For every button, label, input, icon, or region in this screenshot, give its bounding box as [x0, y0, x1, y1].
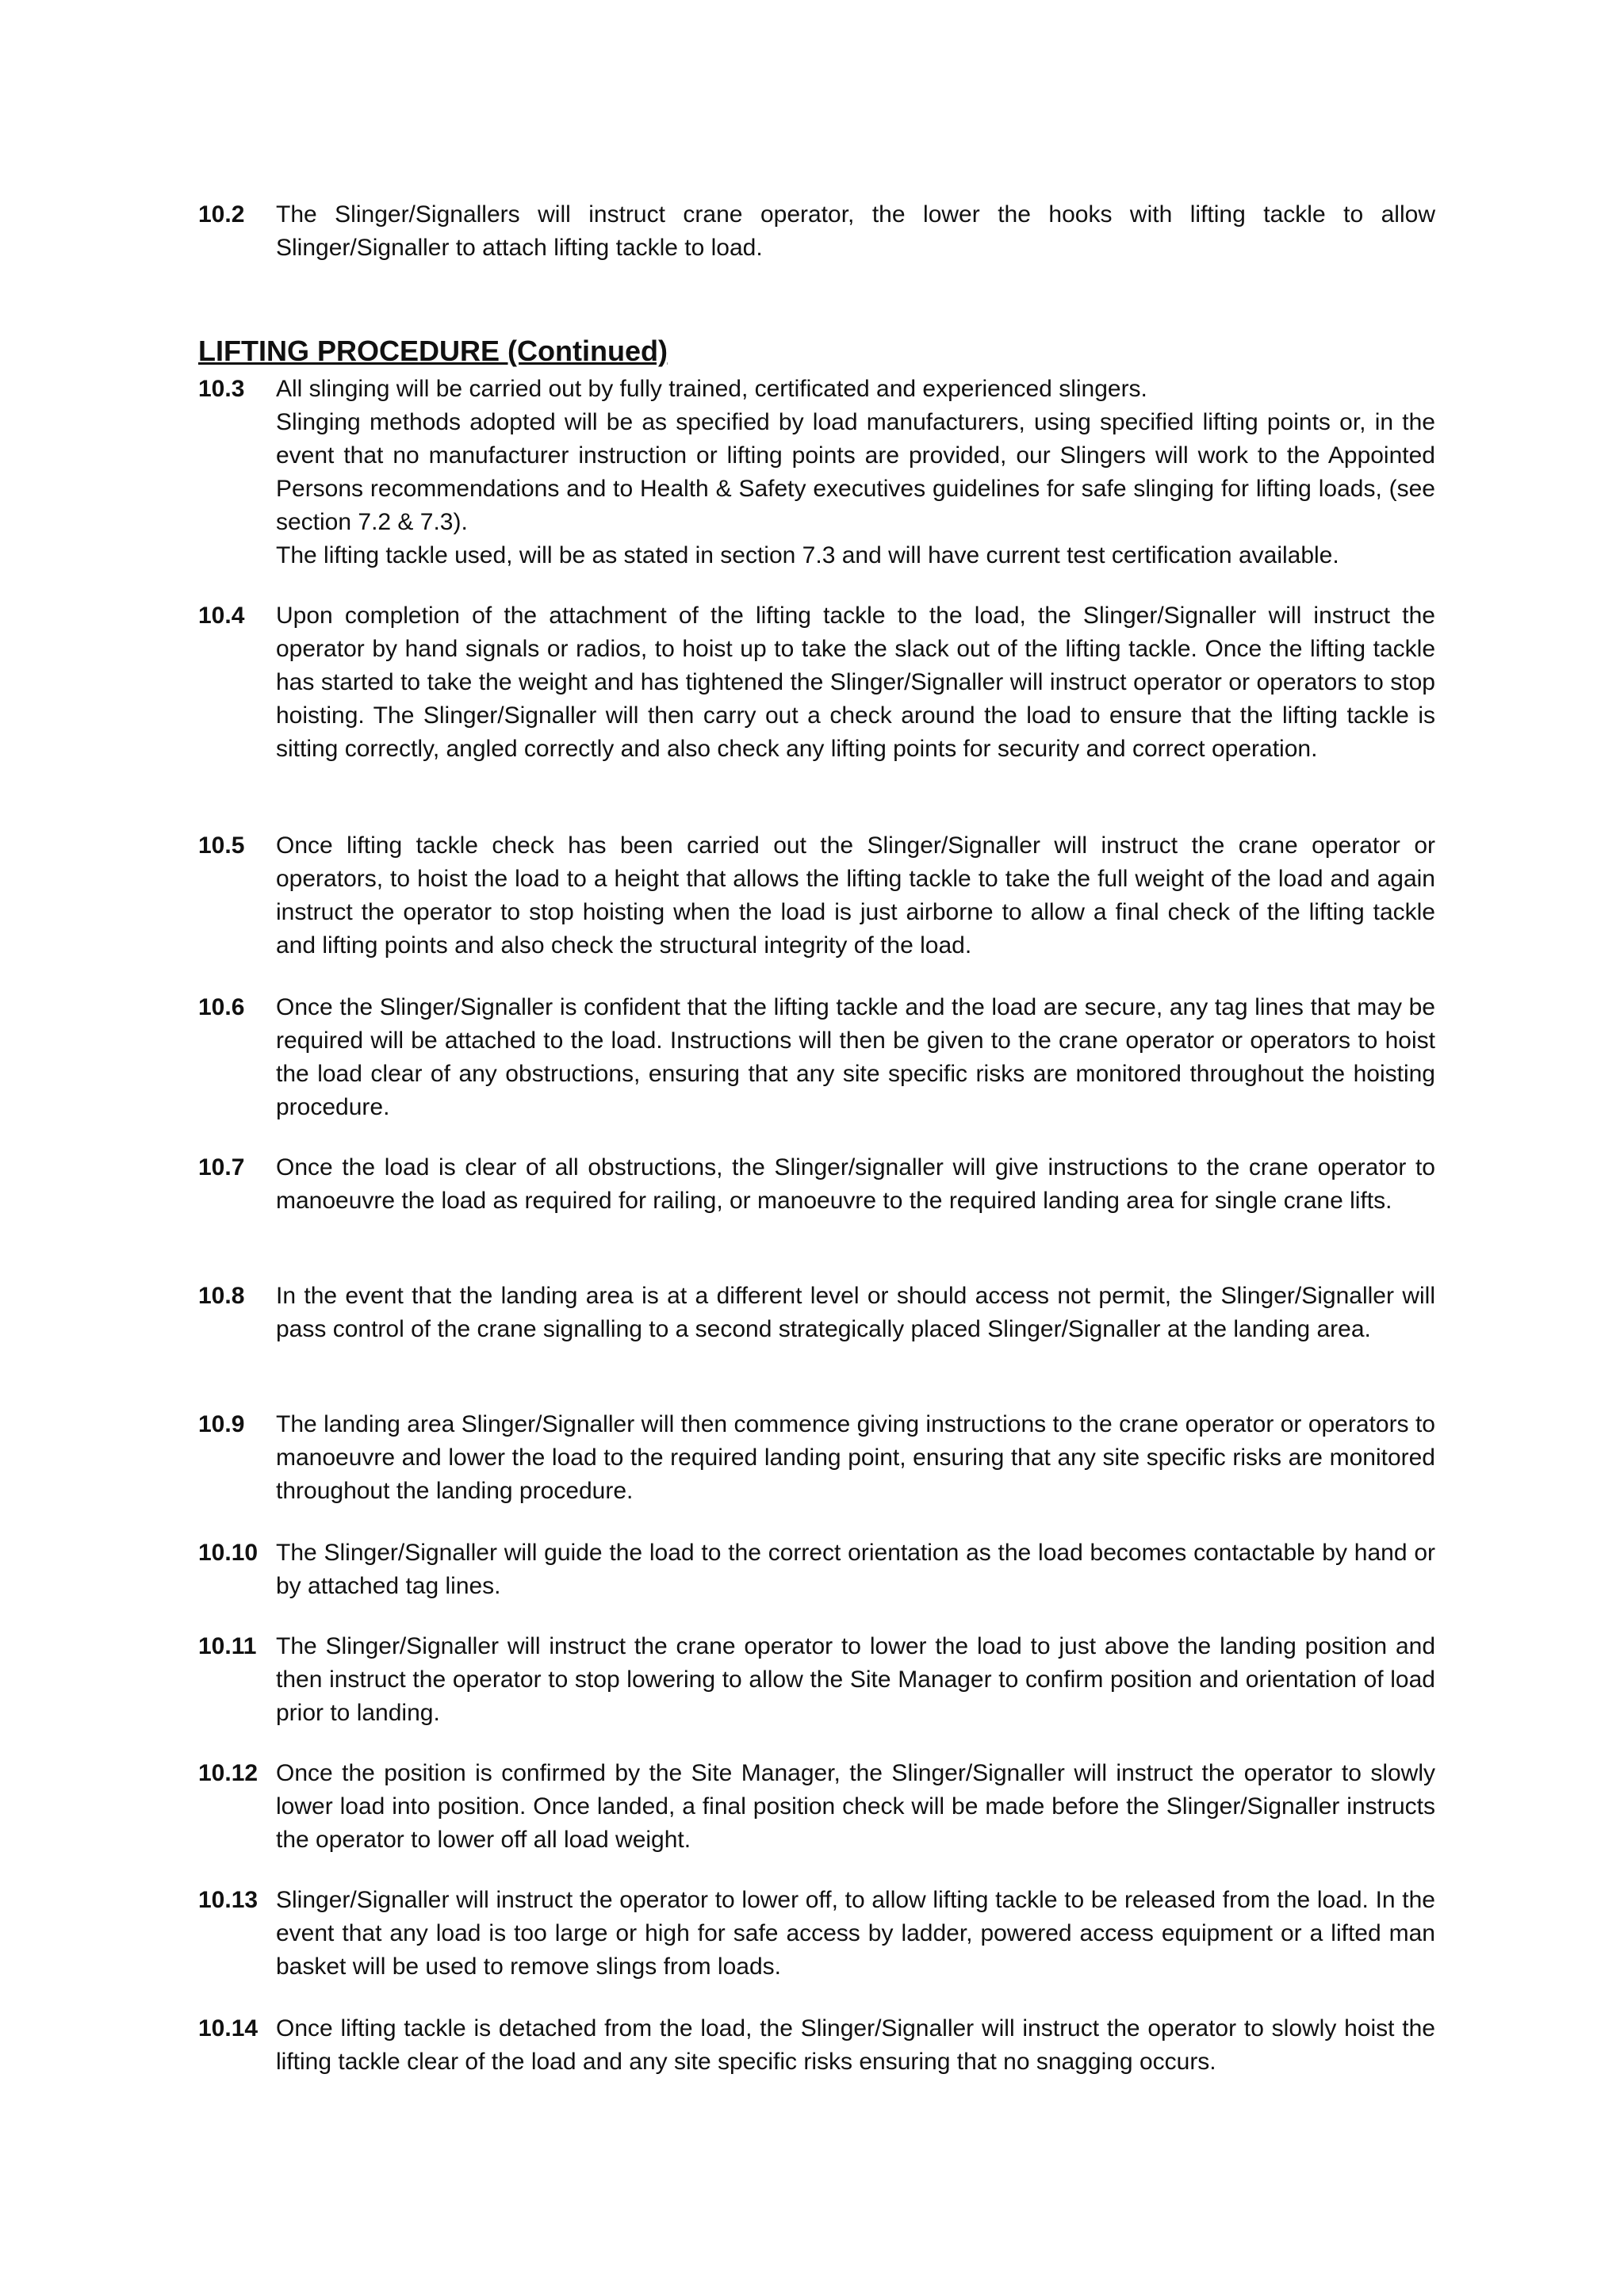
clause-number: 10.12 [198, 1760, 259, 1786]
clause-10-5 [198, 829, 1435, 962]
clause-body [276, 2012, 1435, 2079]
clause-paragraph: Once the position is confirmed by the Site Manager, the Slinger/Signaller will instruct the operator to slowly lower load into position. Once landed, a final position check will be made before the Slinger/Signaller instructs the operator to lower off all load weight. [276, 1760, 1435, 1853]
clause-number: 10.7 [198, 1154, 245, 1181]
clause-paragraph: In the event that the landing area is at a different level or should access not permit, the Slinger/Signaller will pass control of the crane signalling to a second strategically placed Slinger/Signaller at the landing area. [276, 1283, 1435, 1342]
clause-10-4 [198, 599, 1435, 766]
clause-body [276, 1757, 1435, 1857]
clause-number: 10.5 [198, 832, 245, 859]
clause-paragraph: Upon completion of the attachment of the lifting tackle to the load, the Slinger/Signaller will instruct the operator by hand signals or radios, to hoist up to take the slack out of the lifting tackle. Once the lifting tackle has started to take the weight and has tightened the Slinger/Signaller will instruct operator or operators to stop hoisting. The Slinger/Signaller will then carry out a check around the load to ensure that the lifting tackle is sitting correctly, angled correctly and also check any lifting points for security and correct operation. [276, 603, 1435, 762]
clause-body [276, 1280, 1435, 1346]
clause-paragraph: Slinger/Signaller will instruct the operator to lower off, to allow lifting tackle to be released from the load. In the event that any load is too large or high for safe access by ladder, powered access equipment or a lifted man basket will be used to remove slings from loads. [276, 1887, 1435, 1980]
section-heading: LIFTING PROCEDURE (Continued) [198, 335, 668, 367]
clause-number: 10.3 [198, 376, 245, 402]
clause-10-12 [198, 1757, 1435, 1857]
clause-paragraph: Slinging methods adopted will be as specified by load manufacturers, using specified lifting points or, in the event that no manufacturer instruction or lifting points are provided, our Slingers will work to the Appointed Persons recommendations and to Health & Safety executives guidelines for safe slinging for lifting loads, (see section 7.2 & 7.3). [276, 409, 1435, 535]
clause-number: 10.13 [198, 1887, 259, 1913]
clause-body [276, 1630, 1435, 1730]
clause-paragraph: Once the Slinger/Signaller is confident that the lifting tackle and the load are secure, any tag lines that may be required will be attached to the load. Instructions will then be given to the crane operator or operators to hoist the load clear of any obstructions, ensuring that any site specific risks are monitored throughout the hoisting procedure. [276, 994, 1435, 1120]
clause-number: 10.9 [198, 1411, 245, 1437]
clause-paragraph: The Slinger/Signaller will guide the load to the correct orientation as the load becomes contactable by hand or by attached tag lines. [276, 1540, 1435, 1599]
clause-paragraph: The lifting tackle used, will be as stated in section 7.3 and will have current test certification available. [276, 542, 1339, 568]
clause-paragraph: The Slinger/Signallers will instruct crane operator, the lower the hooks with lifting tackle to allow Slinger/Signaller to attach lifting tackle to load. [276, 201, 1435, 261]
clause-paragraph: The landing area Slinger/Signaller will then commence giving instructions to the crane operator or operators to manoeuvre and lower the load to the required landing point, ensuring that any site specific risks are monitored throughout the landing procedure. [276, 1411, 1435, 1504]
clause-10-10 [198, 1536, 1435, 1603]
clause-10-9 [198, 1408, 1435, 1508]
clause-number: 10.10 [198, 1540, 259, 1566]
clause-paragraph: Once lifting tackle is detached from the load, the Slinger/Signaller will instruct the operator to slowly hoist the lifting tackle clear of the load and any site specific risks ensuring that no snagging occurs. [276, 2015, 1435, 2075]
clause-number: 10.2 [198, 201, 245, 228]
clause-paragraph: Once the load is clear of all obstructions, the Slinger/signaller will give instructions to the crane operator to manoeuvre the load as required for railing, or manoeuvre to the required landing area for single crane lifts. [276, 1154, 1435, 1214]
clause-number: 10.4 [198, 603, 245, 629]
clause-body [276, 1884, 1435, 1984]
clause-10-6 [198, 991, 1435, 1124]
clause-body [276, 1151, 1435, 1218]
clause-body [276, 373, 1435, 572]
clause-10-8 [198, 1280, 1435, 1346]
clause-number: 10.11 [198, 1633, 257, 1659]
clause-body [276, 198, 1435, 265]
clause-number: 10.14 [198, 2015, 259, 2042]
clause-number: 10.8 [198, 1283, 245, 1309]
clause-body [276, 829, 1435, 962]
clause-body [276, 1408, 1435, 1508]
clause-body [276, 991, 1435, 1124]
clause-body [276, 1536, 1435, 1603]
clause-paragraph: Once lifting tackle check has been carried out the Slinger/Signaller will instruct the crane operator or operators, to hoist the load to a height that allows the lifting tackle to take the full weight of the load and again instruct the operator to stop hoisting when the load is just airborne to allow a final check of the lifting tackle and lifting points and also check the structural integrity of the load. [276, 832, 1435, 959]
clause-10-2 [198, 198, 1435, 265]
clause-body [276, 599, 1435, 766]
clause-10-7 [198, 1151, 1435, 1218]
clause-10-14 [198, 2012, 1435, 2079]
clause-10-13 [198, 1884, 1435, 1984]
clause-number: 10.6 [198, 994, 245, 1020]
clause-paragraph: All slinging will be carried out by fully trained, certificated and experienced slingers. [276, 376, 1147, 402]
clause-10-11 [198, 1630, 1435, 1730]
clause-10-3 [198, 373, 1435, 572]
clause-paragraph: The Slinger/Signaller will instruct the crane operator to lower the load to just above the landing position and then instruct the operator to stop lowering to allow the Site Manager to confirm position and orientation of load prior to landing. [276, 1633, 1435, 1726]
